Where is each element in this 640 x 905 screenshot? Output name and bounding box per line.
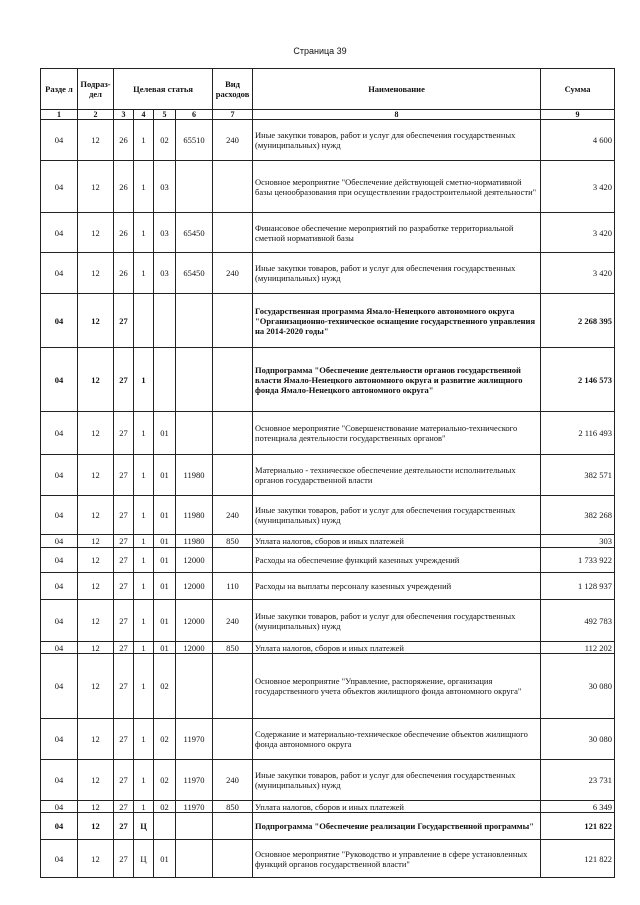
cell-vid-rashodov <box>213 548 253 573</box>
cell-summa: 2 116 493 <box>541 412 615 455</box>
cell-event <box>154 348 176 412</box>
table-row <box>41 813 615 840</box>
cell-podrazdel: 12 <box>78 600 114 642</box>
cell-program: 27 <box>114 573 134 600</box>
cell-vid-rashodov <box>213 412 253 455</box>
colnum: 4 <box>134 110 154 120</box>
cell-subprogram: 1 <box>134 348 154 412</box>
cell-podrazdel: 12 <box>78 253 114 294</box>
cell-direction: 65450 <box>176 253 213 294</box>
cell-naimenovanie: Основное мероприятие "Руководство и управление в сфере установленных функций органов государственной власти" <box>253 840 541 878</box>
cell-vid-rashodov <box>213 840 253 878</box>
cell-summa: 121 822 <box>541 840 615 878</box>
cell-razdel: 04 <box>41 654 78 719</box>
cell-program: 26 <box>114 120 134 161</box>
cell-subprogram: 1 <box>134 535 154 548</box>
cell-direction <box>176 161 213 213</box>
cell-podrazdel: 12 <box>78 294 114 348</box>
cell-summa: 4 600 <box>541 120 615 161</box>
cell-naimenovanie: Иные закупки товаров, работ и услуг для обеспечения государственных (муниципальных) нужд <box>253 600 541 642</box>
cell-subprogram: 1 <box>134 120 154 161</box>
cell-podrazdel: 12 <box>78 840 114 878</box>
cell-event: 01 <box>154 840 176 878</box>
cell-subprogram: 1 <box>134 548 154 573</box>
cell-program: 27 <box>114 455 134 496</box>
table-row <box>41 455 615 496</box>
cell-program: 26 <box>114 253 134 294</box>
column-number-row <box>41 110 615 120</box>
cell-naimenovanie: Уплата налогов, сборов и иных платежей <box>253 801 541 813</box>
table-row <box>41 760 615 801</box>
cell-razdel: 04 <box>41 294 78 348</box>
cell-event: 03 <box>154 213 176 253</box>
cell-summa: 382 268 <box>541 496 615 535</box>
cell-direction <box>176 654 213 719</box>
cell-event <box>154 294 176 348</box>
cell-direction: 12000 <box>176 600 213 642</box>
cell-program: 27 <box>114 840 134 878</box>
cell-summa: 1 733 922 <box>541 548 615 573</box>
cell-naimenovanie: Основное мероприятие "Обеспечение действующей сметно-нормативной базы ценообразования при осуществлении градостроительной деятельности" <box>253 161 541 213</box>
cell-subprogram: 1 <box>134 253 154 294</box>
cell-direction <box>176 294 213 348</box>
table-row <box>41 535 615 548</box>
colnum: 3 <box>114 110 134 120</box>
cell-event: 03 <box>154 161 176 213</box>
cell-event: 01 <box>154 600 176 642</box>
cell-razdel: 04 <box>41 535 78 548</box>
cell-naimenovanie: Иные закупки товаров, работ и услуг для обеспечения государственных (муниципальных) нужд <box>253 120 541 161</box>
header-razdel: Разде л <box>41 69 78 110</box>
colnum: 5 <box>154 110 176 120</box>
cell-subprogram: 1 <box>134 161 154 213</box>
cell-summa: 1 128 937 <box>541 573 615 600</box>
cell-summa: 112 202 <box>541 642 615 654</box>
cell-razdel: 04 <box>41 840 78 878</box>
cell-program: 27 <box>114 654 134 719</box>
cell-razdel: 04 <box>41 455 78 496</box>
cell-subprogram: 1 <box>134 496 154 535</box>
cell-razdel: 04 <box>41 719 78 760</box>
cell-vid-rashodov: 240 <box>213 600 253 642</box>
cell-program: 27 <box>114 600 134 642</box>
cell-direction <box>176 412 213 455</box>
cell-podrazdel: 12 <box>78 548 114 573</box>
cell-direction: 11970 <box>176 801 213 813</box>
cell-vid-rashodov <box>213 294 253 348</box>
cell-event: 02 <box>154 719 176 760</box>
cell-podrazdel: 12 <box>78 719 114 760</box>
cell-summa: 30 080 <box>541 654 615 719</box>
cell-podrazdel: 12 <box>78 412 114 455</box>
cell-podrazdel: 12 <box>78 573 114 600</box>
cell-naimenovanie: Уплата налогов, сборов и иных платежей <box>253 535 541 548</box>
cell-summa: 3 420 <box>541 161 615 213</box>
page-number: Страница 39 <box>293 46 347 56</box>
cell-subprogram: 1 <box>134 719 154 760</box>
cell-podrazdel: 12 <box>78 813 114 840</box>
cell-razdel: 04 <box>41 573 78 600</box>
table-row <box>41 654 615 719</box>
cell-summa: 382 571 <box>541 455 615 496</box>
table-row <box>41 600 615 642</box>
colnum: 9 <box>541 110 615 120</box>
cell-summa: 2 268 395 <box>541 294 615 348</box>
cell-program: 27 <box>114 760 134 801</box>
table-row <box>41 348 615 412</box>
cell-razdel: 04 <box>41 213 78 253</box>
cell-program: 26 <box>114 161 134 213</box>
cell-naimenovanie: Основное мероприятие "Управление, распоряжение, организация государственного учета объектов жилищного фонда автономного округа" <box>253 654 541 719</box>
cell-summa: 6 349 <box>541 801 615 813</box>
cell-subprogram: 1 <box>134 642 154 654</box>
cell-podrazdel: 12 <box>78 455 114 496</box>
cell-event: 02 <box>154 120 176 161</box>
header-celevaya-statya: Целевая статья <box>114 69 213 110</box>
cell-program: 27 <box>114 348 134 412</box>
cell-event: 02 <box>154 801 176 813</box>
cell-subprogram: 1 <box>134 573 154 600</box>
cell-vid-rashodov: 240 <box>213 120 253 161</box>
table-row <box>41 213 615 253</box>
cell-program: 27 <box>114 294 134 348</box>
table-row <box>41 161 615 213</box>
header-row <box>41 69 615 110</box>
cell-razdel: 04 <box>41 412 78 455</box>
cell-vid-rashodov: 850 <box>213 642 253 654</box>
cell-event <box>154 813 176 840</box>
cell-direction: 11970 <box>176 719 213 760</box>
cell-program: 27 <box>114 535 134 548</box>
cell-razdel: 04 <box>41 760 78 801</box>
cell-naimenovanie: Подпрограмма "Обеспечение реализации Государственной программы" <box>253 813 541 840</box>
cell-naimenovanie: Подпрограмма "Обеспечение деятельности органов государственной власти Ямало-Ненецкого автономного округа и развитие жилищного фонда Ямало-Ненецкого автономного округа" <box>253 348 541 412</box>
cell-razdel: 04 <box>41 813 78 840</box>
cell-program: 27 <box>114 801 134 813</box>
table-row <box>41 412 615 455</box>
cell-podrazdel: 12 <box>78 496 114 535</box>
colnum: 8 <box>253 110 541 120</box>
cell-event: 01 <box>154 573 176 600</box>
cell-direction: 65510 <box>176 120 213 161</box>
cell-vid-rashodov: 850 <box>213 801 253 813</box>
cell-summa: 3 420 <box>541 253 615 294</box>
cell-razdel: 04 <box>41 548 78 573</box>
table-row <box>41 120 615 161</box>
cell-event: 02 <box>154 654 176 719</box>
cell-direction: 12000 <box>176 573 213 600</box>
table-row <box>41 840 615 878</box>
cell-podrazdel: 12 <box>78 760 114 801</box>
cell-event: 03 <box>154 253 176 294</box>
cell-razdel: 04 <box>41 801 78 813</box>
cell-event: 01 <box>154 535 176 548</box>
cell-direction: 11970 <box>176 760 213 801</box>
cell-naimenovanie: Расходы на выплаты персоналу казенных учреждений <box>253 573 541 600</box>
cell-event: 01 <box>154 548 176 573</box>
cell-naimenovanie: Иные закупки товаров, работ и услуг для обеспечения государственных (муниципальных) нужд <box>253 253 541 294</box>
header-podrazdel: Подраз- дел <box>78 69 114 110</box>
cell-vid-rashodov <box>213 161 253 213</box>
table-row <box>41 801 615 813</box>
cell-vid-rashodov: 240 <box>213 496 253 535</box>
cell-vid-rashodov <box>213 719 253 760</box>
cell-direction <box>176 813 213 840</box>
table-row <box>41 253 615 294</box>
cell-direction: 11980 <box>176 535 213 548</box>
cell-direction: 65450 <box>176 213 213 253</box>
cell-naimenovanie: Государственная программа Ямало-Ненецкого автономного округа "Организационно-техническое оснащение государственного управления на 2014-2020 годы" <box>253 294 541 348</box>
cell-program: 27 <box>114 496 134 535</box>
cell-podrazdel: 12 <box>78 642 114 654</box>
cell-direction <box>176 840 213 878</box>
cell-subprogram: 1 <box>134 213 154 253</box>
table-row <box>41 642 615 654</box>
cell-direction: 12000 <box>176 642 213 654</box>
cell-program: 27 <box>114 412 134 455</box>
cell-razdel: 04 <box>41 120 78 161</box>
cell-summa: 23 731 <box>541 760 615 801</box>
cell-direction: 12000 <box>176 548 213 573</box>
cell-subprogram: 1 <box>134 654 154 719</box>
cell-subprogram <box>134 294 154 348</box>
cell-vid-rashodov: 110 <box>213 573 253 600</box>
table-row <box>41 719 615 760</box>
cell-program: 27 <box>114 642 134 654</box>
cell-vid-rashodov <box>213 213 253 253</box>
cell-summa: 2 146 573 <box>541 348 615 412</box>
cell-summa: 30 080 <box>541 719 615 760</box>
cell-subprogram: 1 <box>134 760 154 801</box>
cell-podrazdel: 12 <box>78 161 114 213</box>
cell-vid-rashodov <box>213 813 253 840</box>
cell-summa: 492 783 <box>541 600 615 642</box>
cell-program: 26 <box>114 213 134 253</box>
cell-program: 27 <box>114 813 134 840</box>
cell-razdel: 04 <box>41 161 78 213</box>
colnum: 2 <box>78 110 114 120</box>
table-row <box>41 496 615 535</box>
cell-razdel: 04 <box>41 348 78 412</box>
cell-naimenovanie: Иные закупки товаров, работ и услуг для обеспечения государственных (муниципальных) нужд <box>253 760 541 801</box>
table-row <box>41 548 615 573</box>
cell-direction: 11980 <box>176 455 213 496</box>
cell-podrazdel: 12 <box>78 535 114 548</box>
cell-podrazdel: 12 <box>78 801 114 813</box>
colnum: 1 <box>41 110 78 120</box>
cell-razdel: 04 <box>41 253 78 294</box>
cell-program: 27 <box>114 719 134 760</box>
cell-razdel: 04 <box>41 642 78 654</box>
colnum: 6 <box>176 110 213 120</box>
cell-vid-rashodov: 850 <box>213 535 253 548</box>
cell-direction <box>176 348 213 412</box>
cell-podrazdel: 12 <box>78 213 114 253</box>
cell-vid-rashodov <box>213 348 253 412</box>
cell-naimenovanie: Расходы на обеспечение функций казенных учреждений <box>253 548 541 573</box>
table-row <box>41 573 615 600</box>
cell-summa: 303 <box>541 535 615 548</box>
header-vid-rashodov: Вид расходов <box>213 69 253 110</box>
budget-rows <box>41 120 615 878</box>
cell-direction: 11980 <box>176 496 213 535</box>
cell-vid-rashodov: 240 <box>213 253 253 294</box>
cell-naimenovanie: Финансовое обеспечение мероприятий по разработке территориальной сметной нормативной базы <box>253 213 541 253</box>
header-naimenovanie: Наименование <box>253 69 541 110</box>
cell-naimenovanie: Материально - техническое обеспечение деятельности исполнительных органов государственной власти <box>253 455 541 496</box>
cell-subprogram: 1 <box>134 455 154 496</box>
cell-event: 01 <box>154 455 176 496</box>
cell-program: 27 <box>114 548 134 573</box>
cell-podrazdel: 12 <box>78 654 114 719</box>
cell-event: 02 <box>154 760 176 801</box>
colnum: 7 <box>213 110 253 120</box>
cell-subprogram: Ц <box>134 840 154 878</box>
table-row <box>41 294 615 348</box>
cell-razdel: 04 <box>41 600 78 642</box>
cell-naimenovanie: Содержание и материально-техническое обеспечение объектов жилищного фонда автономного округа <box>253 719 541 760</box>
cell-naimenovanie: Основное мероприятие "Совершенствование материально-технического потенциала деятельности государственных органов" <box>253 412 541 455</box>
cell-summa: 121 822 <box>541 813 615 840</box>
cell-vid-rashodov: 240 <box>213 760 253 801</box>
cell-vid-rashodov <box>213 654 253 719</box>
cell-podrazdel: 12 <box>78 120 114 161</box>
cell-subprogram: Ц <box>134 813 154 840</box>
cell-event: 01 <box>154 642 176 654</box>
cell-podrazdel: 12 <box>78 348 114 412</box>
cell-subprogram: 1 <box>134 412 154 455</box>
cell-subprogram: 1 <box>134 600 154 642</box>
cell-naimenovanie: Уплата налогов, сборов и иных платежей <box>253 642 541 654</box>
cell-naimenovanie: Иные закупки товаров, работ и услуг для обеспечения государственных (муниципальных) нужд <box>253 496 541 535</box>
cell-summa: 3 420 <box>541 213 615 253</box>
cell-event: 01 <box>154 496 176 535</box>
cell-event: 01 <box>154 412 176 455</box>
budget-table <box>40 68 615 878</box>
header-summa: Сумма <box>541 69 615 110</box>
cell-vid-rashodov <box>213 455 253 496</box>
cell-razdel: 04 <box>41 496 78 535</box>
cell-subprogram: 1 <box>134 801 154 813</box>
